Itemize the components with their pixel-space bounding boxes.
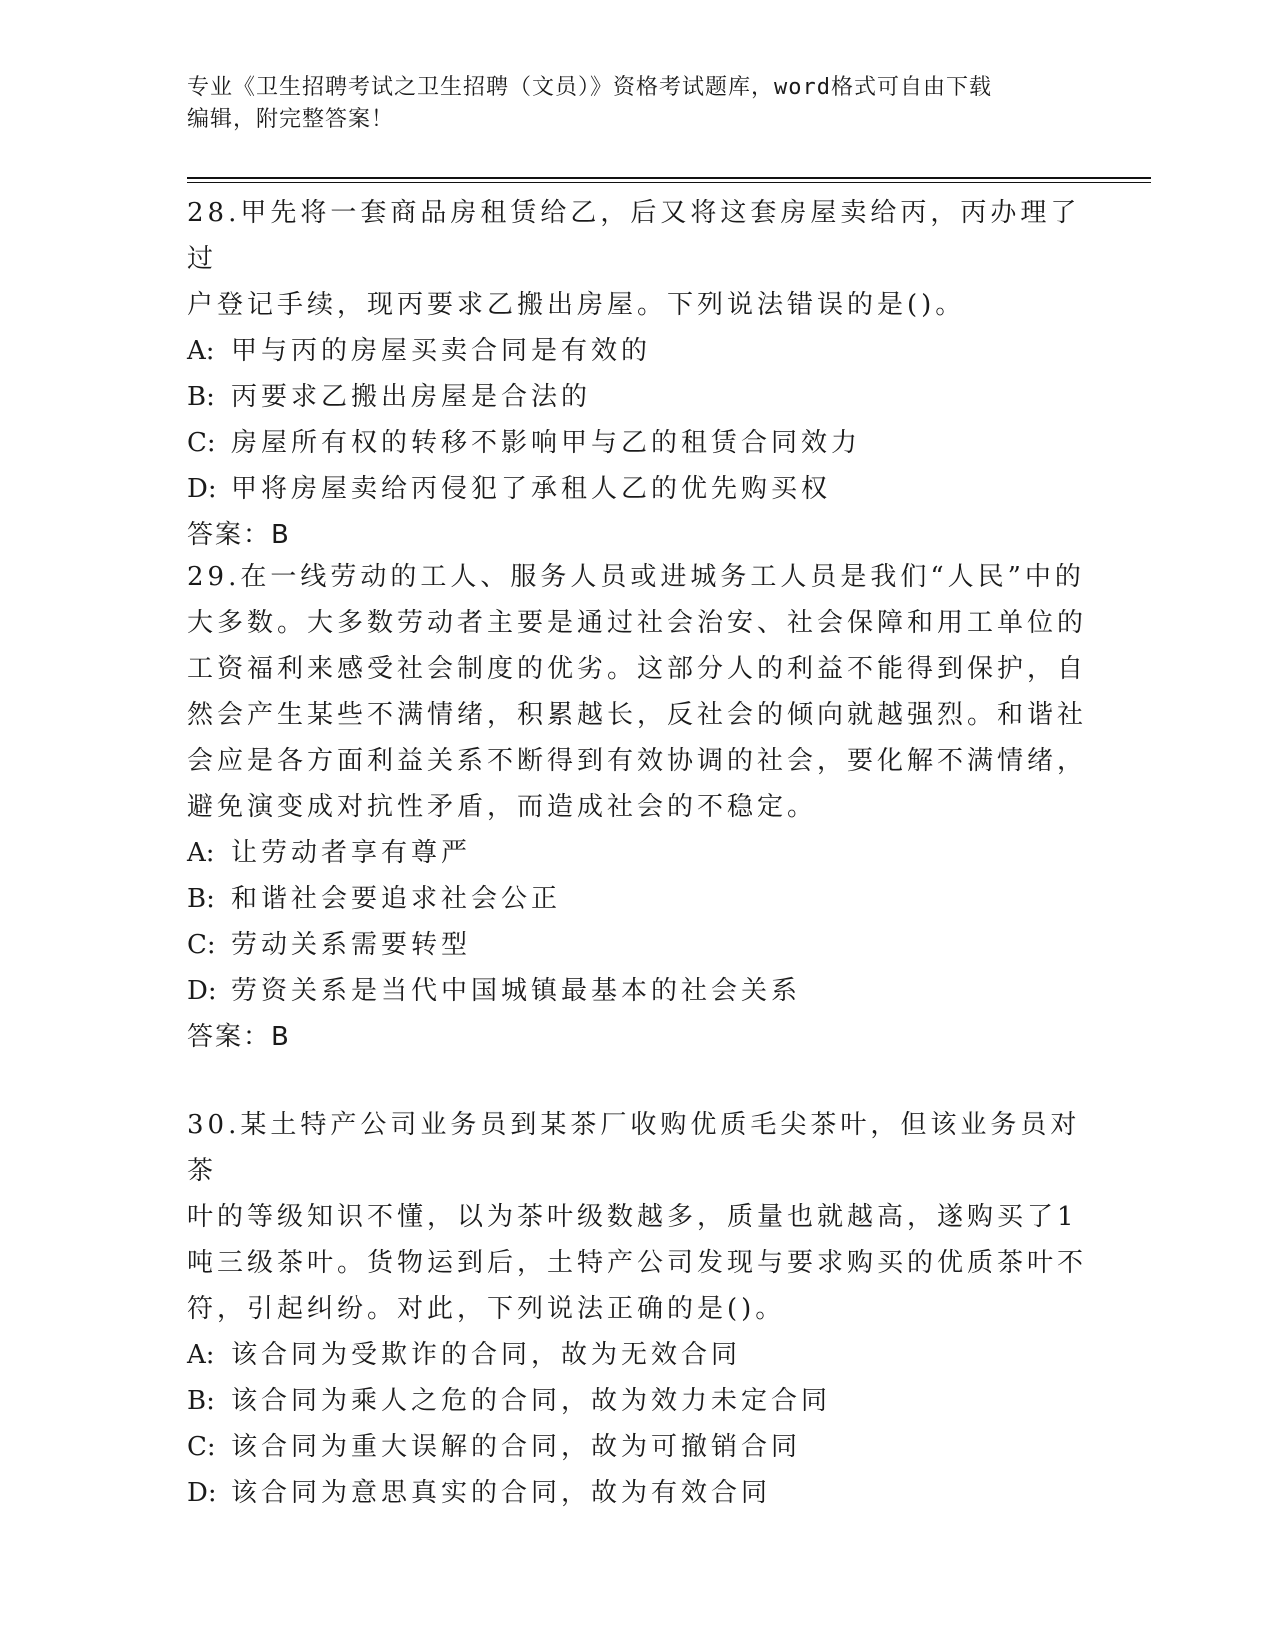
- option-text: 房屋所有权的转移不影响甲与乙的租赁合同效力: [231, 428, 862, 458]
- document-header: [187, 72, 1067, 136]
- question-stem-line: 避免演变成对抗性矛盾，而造成社会的不稳定。: [187, 792, 818, 822]
- option-c: [187, 1424, 1087, 1470]
- option-a: [187, 328, 1087, 374]
- option-a: [187, 830, 1087, 876]
- option-key: B:: [187, 1386, 215, 1416]
- question-stem-line: 工资福利来感受社会制度的优劣。这部分人的利益不能得到保护，自: [187, 654, 1088, 684]
- option-text: 该合同为重大误解的合同，故为可撤销合同: [231, 1432, 802, 1462]
- header-divider-thin: [187, 182, 1151, 183]
- option-key: B:: [187, 382, 215, 412]
- option-b: [187, 1378, 1087, 1424]
- question-stem-line: 30.某土特产公司业务员到某茶厂收购优质毛尖茶叶，但该业务员对茶: [187, 1110, 1081, 1186]
- answer-line: 答案：B: [187, 1022, 291, 1052]
- option-key: A:: [187, 838, 215, 868]
- option-text: 丙要求乙搬出房屋是合法的: [231, 382, 592, 412]
- question-stem-line: 然会产生某些不满情绪，积累越长，反社会的倾向就越强烈。和谐社: [187, 700, 1088, 730]
- option-text: 劳动关系需要转型: [231, 930, 472, 960]
- answer-line: 答案：B: [187, 520, 291, 550]
- option-text: 该合同为意思真实的合同，故为有效合同: [231, 1478, 772, 1508]
- header-line-2: 编辑，附完整答案！: [187, 107, 395, 132]
- option-text: 该合同为受欺诈的合同，故为无效合同: [231, 1340, 742, 1370]
- option-b: [187, 374, 1087, 420]
- option-key: D:: [187, 1478, 217, 1508]
- question-30: [187, 1102, 1087, 1516]
- option-key: C:: [187, 930, 216, 960]
- option-text: 让劳动者享有尊严: [231, 838, 472, 868]
- option-text: 该合同为乘人之危的合同，故为效力未定合同: [231, 1386, 832, 1416]
- option-text: 甲与丙的房屋买卖合同是有效的: [231, 336, 652, 366]
- question-28: [187, 190, 1087, 558]
- question-stem-line: 28.甲先将一套商品房租赁给乙，后又将这套房屋卖给丙，丙办理了过: [187, 198, 1081, 274]
- option-key: A:: [187, 1340, 215, 1370]
- option-b: [187, 876, 1087, 922]
- option-c: [187, 420, 1087, 466]
- question-stem-line: 29.在一线劳动的工人、服务人员或进城务工人员是我们“人民”中的: [187, 562, 1085, 592]
- option-key: B:: [187, 884, 215, 914]
- option-text: 和谐社会要追求社会公正: [231, 884, 562, 914]
- option-d: [187, 466, 1087, 512]
- option-text: 劳资关系是当代中国城镇最基本的社会关系: [231, 976, 802, 1006]
- question-stem-line: 户登记手续，现丙要求乙搬出房屋。下列说法错误的是()。: [187, 290, 966, 320]
- option-c: [187, 922, 1087, 968]
- option-key: D:: [187, 474, 217, 504]
- option-key: C:: [187, 428, 216, 458]
- option-d: [187, 1470, 1087, 1516]
- option-key: D:: [187, 976, 217, 1006]
- question-stem-line: 吨三级茶叶。货物运到后，土特产公司发现与要求购买的优质茶叶不: [187, 1248, 1088, 1278]
- option-text: 甲将房屋卖给丙侵犯了承租人乙的优先购买权: [231, 474, 832, 504]
- option-d: [187, 968, 1087, 1014]
- question-stem-line: 叶的等级知识不懂，以为茶叶级数越多，质量也就越高，遂购买了1: [187, 1202, 1078, 1232]
- header-divider-thick: [187, 177, 1151, 179]
- question-29: [187, 554, 1087, 1060]
- option-key: C:: [187, 1432, 216, 1462]
- question-stem-line: 大多数。大多数劳动者主要是通过社会治安、社会保障和用工单位的: [187, 608, 1088, 638]
- header-line-1: 专业《卫生招聘考试之卫生招聘（文员）》资格考试题库，word格式可自由下载: [187, 75, 992, 100]
- question-stem-line: 会应是各方面利益关系不断得到有效协调的社会，要化解不满情绪，: [187, 746, 1088, 776]
- question-stem-line: 符，引起纠纷。对此，下列说法正确的是()。: [187, 1294, 786, 1324]
- option-a: [187, 1332, 1087, 1378]
- option-key: A:: [187, 336, 215, 366]
